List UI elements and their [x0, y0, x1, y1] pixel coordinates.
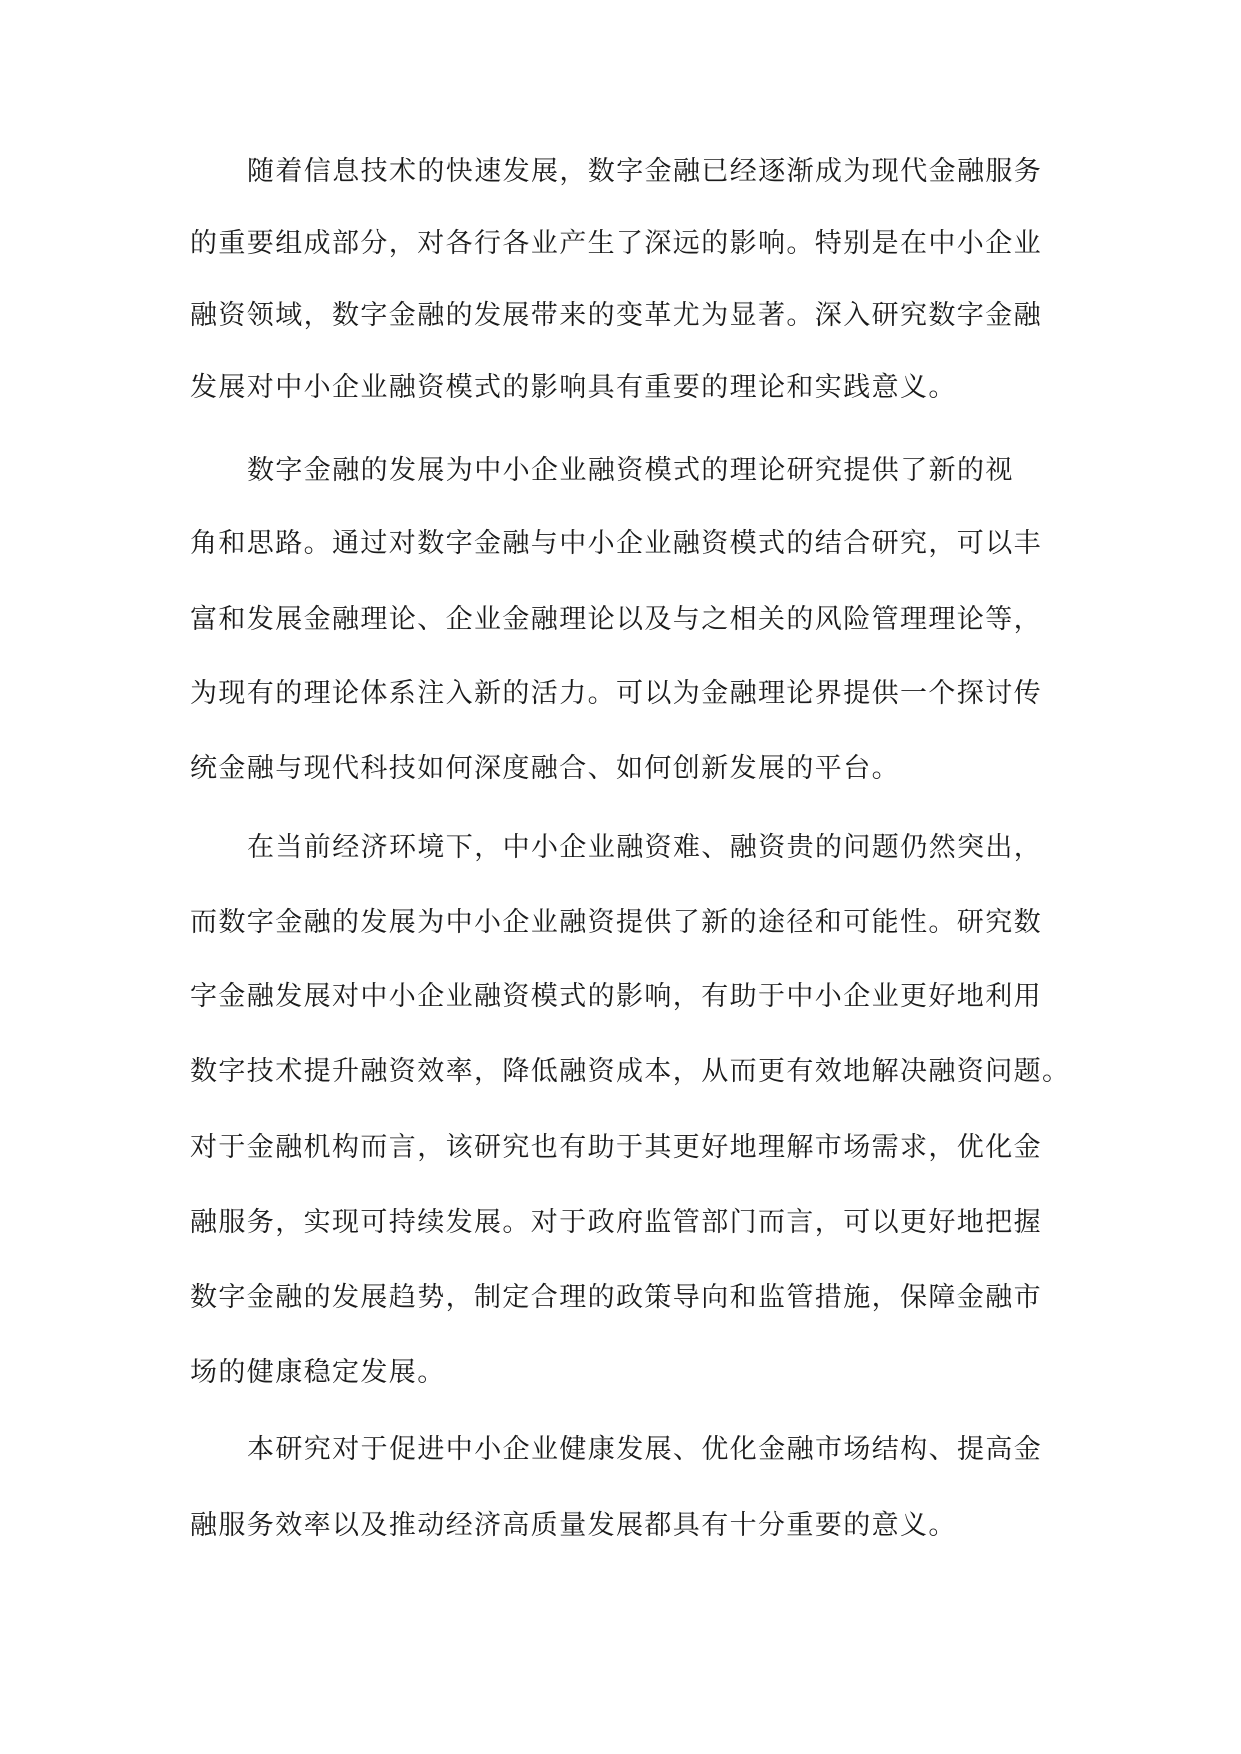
paragraph-3-line-6: 融服务，实现可持续发展。对于政府监管部门而言，可以更好地把握: [190, 1207, 1042, 1238]
paragraph-3-line-4: 数字技术提升融资效率，降低融资成本，从而更有效地解决融资问题。: [190, 1056, 1071, 1087]
paragraph-2-line-1: 数字金融的发展为中小企业融资模式的理论研究提供了新的视: [247, 455, 1014, 486]
paragraph-3-line-2: 而数字金融的发展为中小企业融资提供了新的途径和可能性。研究数: [190, 907, 1042, 938]
paragraph-2-line-2: 角和思路。通过对数字金融与中小企业融资模式的结合研究，可以丰: [190, 528, 1042, 559]
paragraph-3-line-8: 场的健康稳定发展。: [190, 1357, 446, 1388]
paragraph-2-line-4: 为现有的理论体系注入新的活力。可以为金融理论界提供一个探讨传: [190, 678, 1042, 709]
paragraph-3-line-1: 在当前经济环境下，中小企业融资难、融资贵的问题仍然突出，: [247, 832, 1043, 863]
paragraph-2-line-3: 富和发展金融理论、企业金融理论以及与之相关的风险管理理论等，: [190, 604, 1042, 635]
paragraph-1-line-3: 融资领域，数字金融的发展带来的变革尤为显著。深入研究数字金融: [190, 300, 1042, 331]
paragraph-4-line-2: 融服务效率以及推动经济高质量发展都具有十分重要的意义。: [190, 1510, 957, 1541]
paragraph-1-line-1: 随着信息技术的快速发展，数字金融已经逐渐成为现代金融服务: [247, 156, 1043, 187]
paragraph-3-line-7: 数字金融的发展趋势，制定合理的政策导向和监管措施，保障金融市: [190, 1282, 1042, 1313]
paragraph-1-line-4: 发展对中小企业融资模式的影响具有重要的理论和实践意义。: [190, 372, 957, 403]
paragraph-2-line-5: 统金融与现代科技如何深度融合、如何创新发展的平台。: [190, 753, 900, 784]
paragraph-3-line-3: 字金融发展对中小企业融资模式的影响，有助于中小企业更好地利用: [190, 981, 1042, 1012]
paragraph-3-line-5: 对于金融机构而言，该研究也有助于其更好地理解市场需求，优化金: [190, 1132, 1042, 1163]
paragraph-1-line-2: 的重要组成部分，对各行各业产生了深远的影响。特别是在中小企业: [190, 228, 1042, 259]
paragraph-4-line-1: 本研究对于促进中小企业健康发展、优化金融市场结构、提高金: [247, 1434, 1043, 1465]
